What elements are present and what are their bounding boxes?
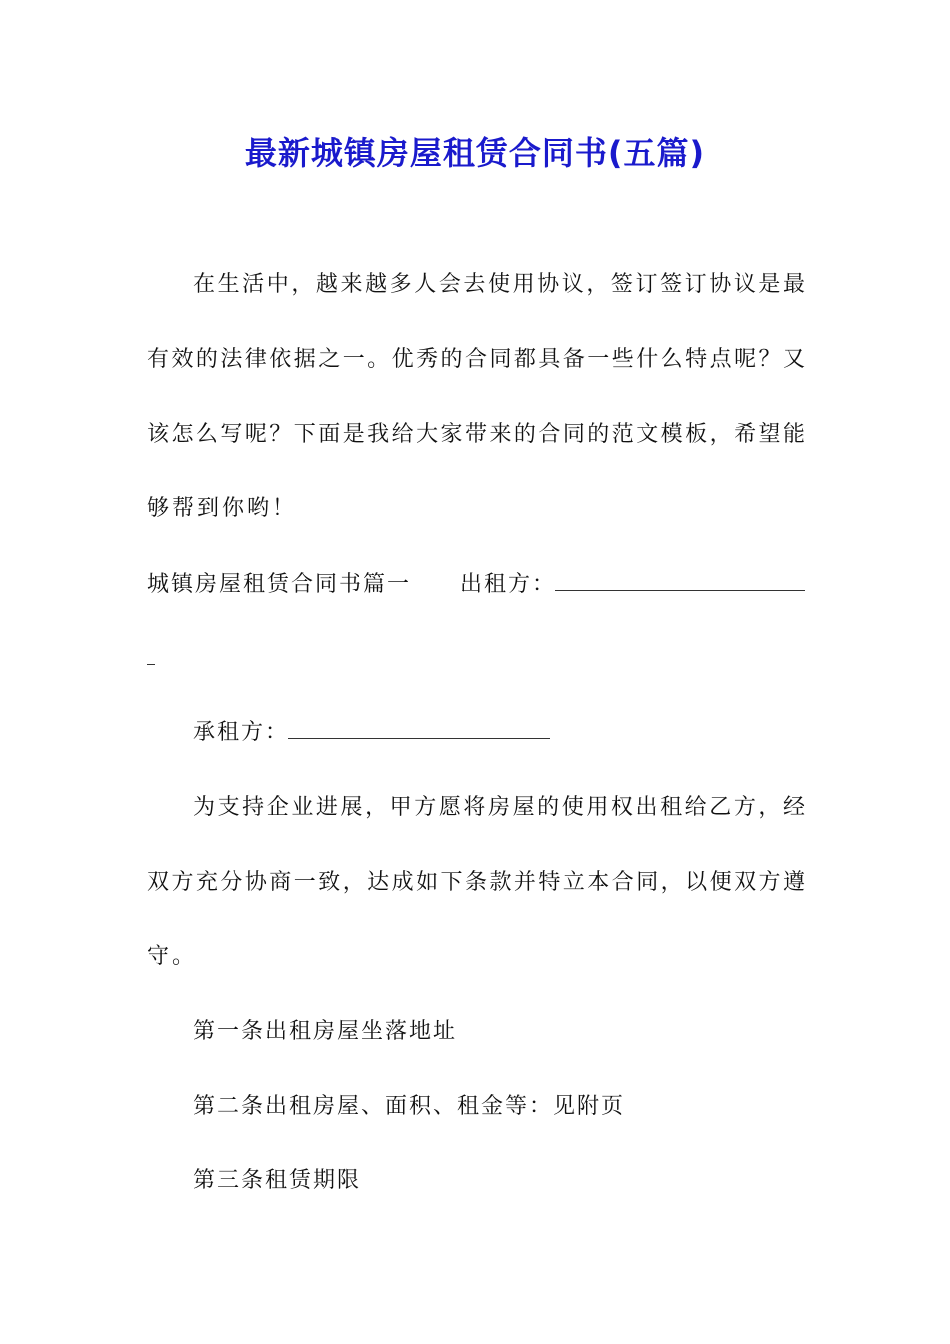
section-heading: 城镇房屋租赁合同书篇一 <box>147 572 412 597</box>
lessor-field <box>555 570 805 600</box>
intro-line-2: 有效的法律依据之一。优秀的合同都具备一些什么特点呢？又 <box>147 347 805 372</box>
lessee-field <box>288 718 550 748</box>
intro-line-3: 该怎么写呢？下面是我给大家带来的合同的范文模板，希望能 <box>147 422 805 447</box>
lessee-blank-line <box>288 718 550 739</box>
intro-line-1: 在生活中，越来越多人会去使用协议，签订签订协议是最 <box>193 272 805 297</box>
lessee-label: 承租方： <box>193 720 290 745</box>
article-2: 第二条出租房屋、面积、租金等：见附页 <box>193 1094 626 1119</box>
lessor-label: 出租方： <box>460 572 557 597</box>
article-3: 第三条租赁期限 <box>193 1168 362 1193</box>
intro-line-4: 够帮到你哟！ <box>147 496 298 521</box>
article-1: 第一条出租房屋坐落地址 <box>193 1019 458 1044</box>
lessor-blank-line <box>555 570 805 591</box>
purpose-line-2: 双方充分协商一致，达成如下条款并特立本合同，以便双方遵 <box>147 870 805 895</box>
lessor-blank-continuation <box>147 664 155 665</box>
purpose-line-3: 守。 <box>147 944 198 969</box>
purpose-line-1: 为支持企业进展，甲方愿将房屋的使用权出租给乙方，经 <box>193 795 805 820</box>
document-title: 最新城镇房屋租赁合同书(五篇) <box>244 134 706 172</box>
